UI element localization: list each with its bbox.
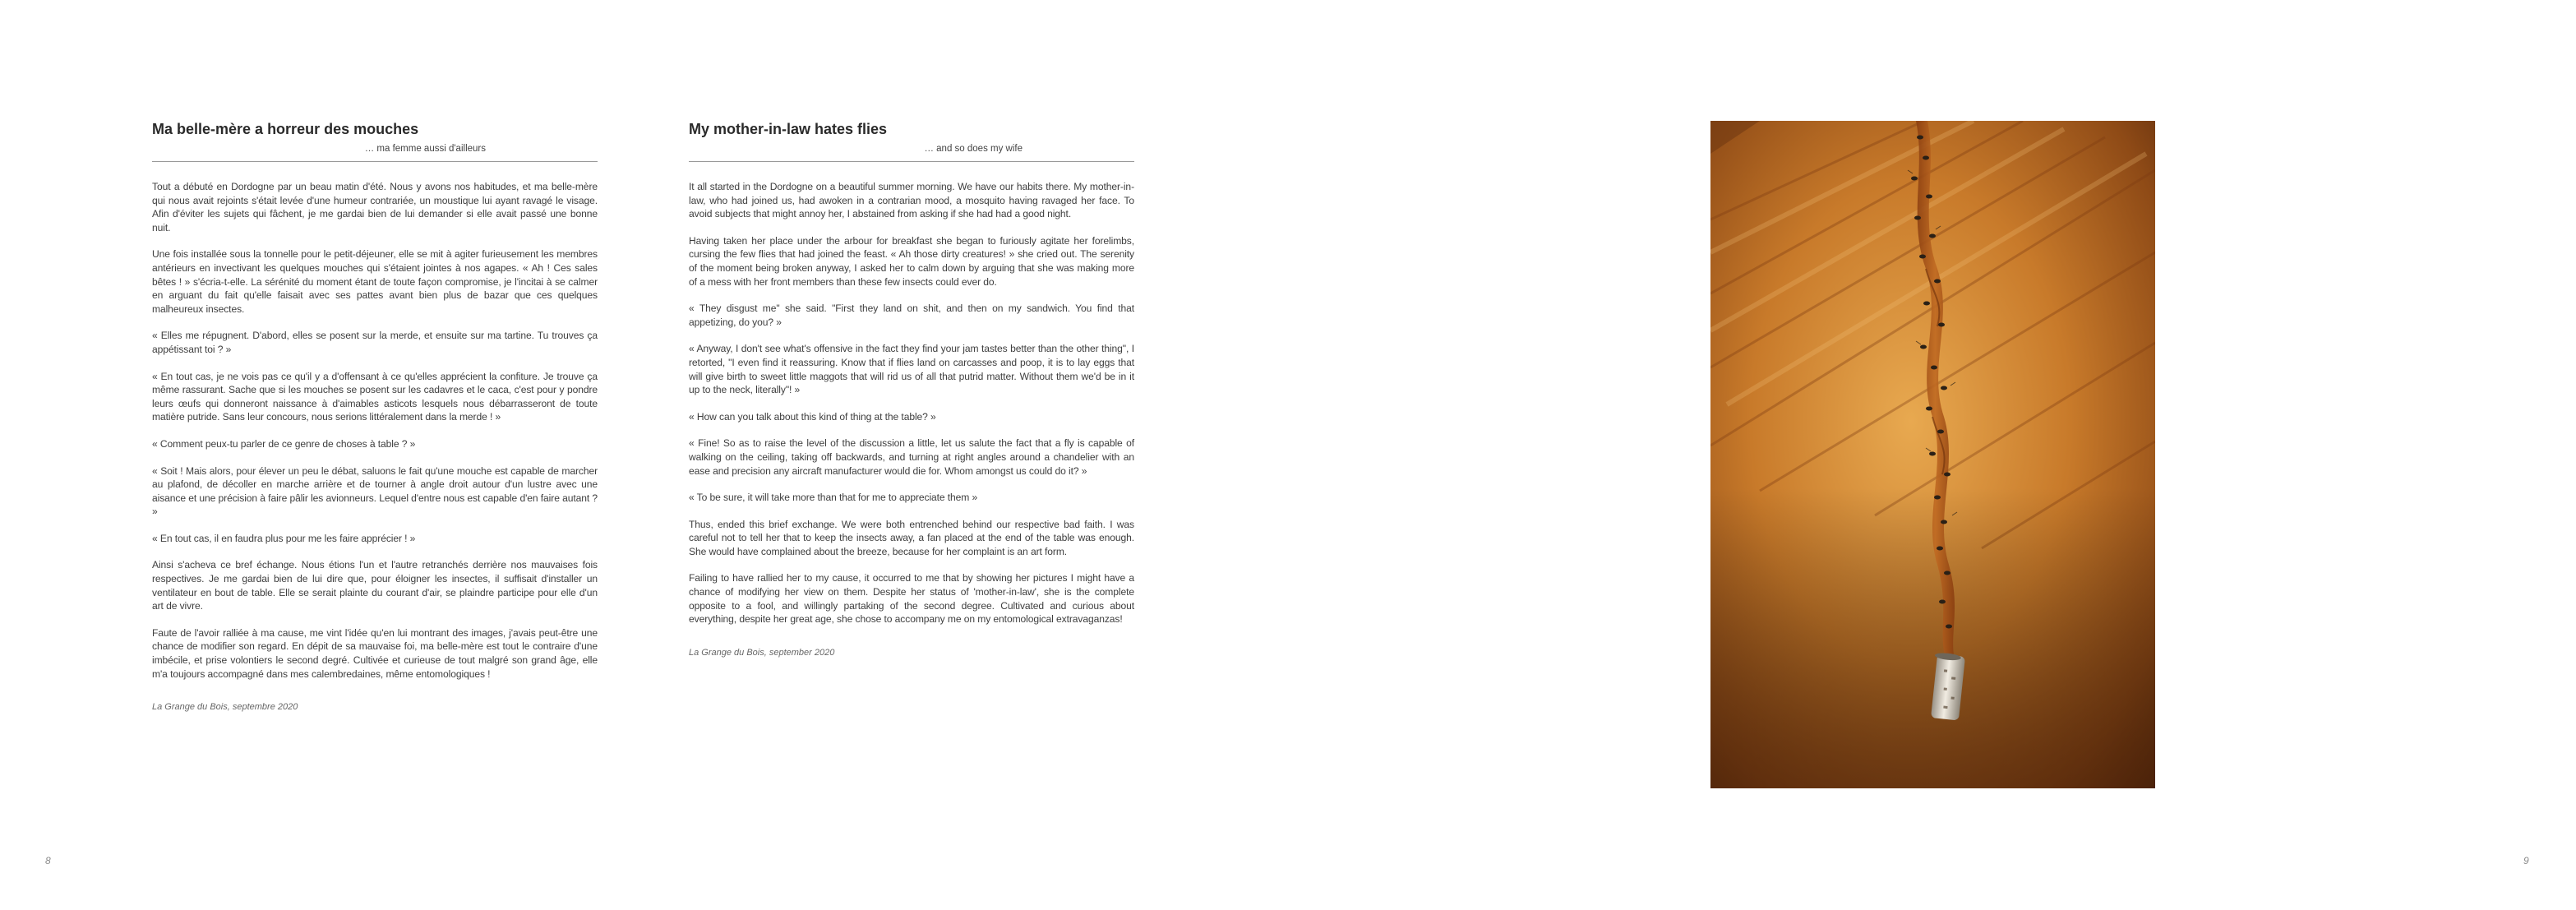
paragraph: Tout a débuté en Dordogne par un beau matin d'été. Nous y avons nos habitudes, et ma belle-mère qui nous avait rejoints s'était levée d'une humeur contrariée, un moustique lui ayant ravagé le visage. Afin d'éviter les sujets qui fâchent, je me gardai bien de lui demander si elle avait passé une bonne nuit. [152,181,598,233]
paragraph: « Elles me répugnent. D'abord, elles se posent sur la merde, et ensuite sur ma tartine. Tu trouves ça appétissant toi ? » [152,330,598,355]
paragraph: « How can you talk about this kind of thing at the table? » [689,410,936,423]
paragraph: « En tout cas, je ne vois pas ce qu'il y a d'offensant à ce qu'elles apprécient la confiture. Je trouve ça même rassurant. Sache que si les mouches se posent sur les cadavres et le caca, c'est pour y pondre leurs œufs qui donneront naissance à d'aimables asticots lesquels nous débarrasseront de toute matière putride. Sans leur concours, nous serions littéralement dans la merde ! » [152,370,598,423]
paragraph: Une fois installée sous la tonnelle pour le petit-déjeuner, elle se mit à agiter furieusement les membres antérieurs en invectivant les quelques mouches qui s'étaient jointes à nos agapes. « Ah ! Ces sales bêtes ! » s'écria-t-elle. La sérénité du moment étant de toute façon compromise, je l'incitai à se calmer en arguant du fait qu'elle faisait avec ses pattes avant bien plus de bazar que ces quelques malheureux insectes. [152,248,598,315]
paragraph: Ainsi s'acheva ce bref échange. Nous étions l'un et l'autre retranchés derrière nos mauvaises fois respectives. Je me gardai bien de lui dire que, pour éloigner les insectes, il suffisait d'installer un ventilateur en bout de table. Elle se serait plainte du courant d'air, se plaindre participe pour elle d'un art de vivre. [152,559,598,612]
french-text-column [152,120,598,712]
paragraph: « Comment peux-tu parler de ce genre de choses à table ? » [152,437,416,450]
paragraph: Failing to have rallied her to my cause, it occurred to me that by showing her pictures I might have a chance of modifying her view on them. Despite her status of 'mother-in-law', she is the complete opposite to a fool, and willingly partaking of the second degree. Cultivated and curious about everything, despite her great age, she chose to accompany me on my entomological extravaganzas! [689,572,1134,626]
paragraph: « Fine! So as to raise the level of the discussion a little, let us salute the fact that a fly is capable of walking on the ceiling, taking off backwards, and turning at right angles around a chandelier with an ease and precision any aircraft manufacturer would die for. Whom amongst us could do it? » [689,437,1134,477]
french-signature: La Grange du Bois, septembre 2020 [152,702,298,713]
paragraph: « En tout cas, il en faudra plus pour me les faire apprécier ! » [152,532,416,544]
english-text-column [689,120,1134,658]
paragraph: « To be sure, it will take more than that for me to appreciate them » [689,492,978,504]
page-number-right: 9 [2523,855,2529,866]
fly-paper-ribbon-photo [1710,121,2155,788]
paragraph: Having taken her place under the arbour for breakfast she began to furiously agitate her forelimbs, cursing the few flies that had joined the feast. « Ah those dirty creatures! » she cried out. The serenity of the moment being broken anyway, I asked her to calm down by arguing that she was making more of a mess with her front members than these few insects could ever do. [689,234,1134,288]
english-subtitle: … and so does my wife [924,144,1023,154]
english-paragraphs [689,180,1134,626]
paragraph: Thus, ended this brief exchange. We were both entrenched behind our respective bad faith. I was careful not to tell her that to keep the insects away, a fan placed at the end of the table was enough. She would have complained about the breeze, because for her complaint is an art form. [689,518,1134,557]
french-title-rule [152,161,598,162]
french-paragraphs [152,180,598,681]
french-subtitle: … ma femme aussi d'ailleurs [364,144,486,154]
english-title: My mother-in-law hates flies [689,121,888,137]
english-signature: La Grange du Bois, september 2020 [689,647,835,658]
paragraph: « They disgust me" she said. "First they land on shit, and then on my sandwich. You find that appetizing, do you? » [689,303,1134,328]
photo-image [1710,121,2155,788]
paragraph: « Soit ! Mais alors, pour élever un peu le débat, saluons le fait qu'une mouche est capable de marcher au plafond, de décoller en marche arrière et de tourner à angle droit autour d'un lustre avec une aisance et une précision à faire pâlir les avionneurs. Lequel d'entre nous est capable d'en faire autant ? » [152,464,598,518]
french-title: Ma belle-mère a horreur des mouches [152,121,419,137]
paragraph: « Anyway, I don't see what's offensive in the fact they find your jam tastes better than the other thing", I retorted, "I even find it reassuring. Know that if flies land on carcasses and poop, it is to lay eggs that will give birth to sweet little maggots that will rid us of all that putrid matter. Without them we'd be in it up to the neck, literally"! » [689,343,1134,396]
paragraph: Faute de l'avoir ralliée à ma cause, me vint l'idée qu'en lui montrant des images, j'avais peut-être une chance de modifier son regard. En dépit de sa mauvaise foi, ma belle-mère est tout le contraire d'une imbécile, et prise volontiers le second degré. Cultivée et curieuse de tout malgré son grand âge, elle m'a toujours accompagné dans mes calembredaines, même entomologiques ! [152,626,598,680]
page-number-left: 8 [45,855,51,866]
paragraph: It all started in the Dordogne on a beautiful summer morning. We have our habits there. My mother-in-law, who had joined us, had awoken in a contrarian mood, a mosquito having ravaged her face. To avoid subjects that might annoy her, I abstained from asking if she had had a good night. [689,181,1134,220]
english-title-rule [689,161,1134,162]
